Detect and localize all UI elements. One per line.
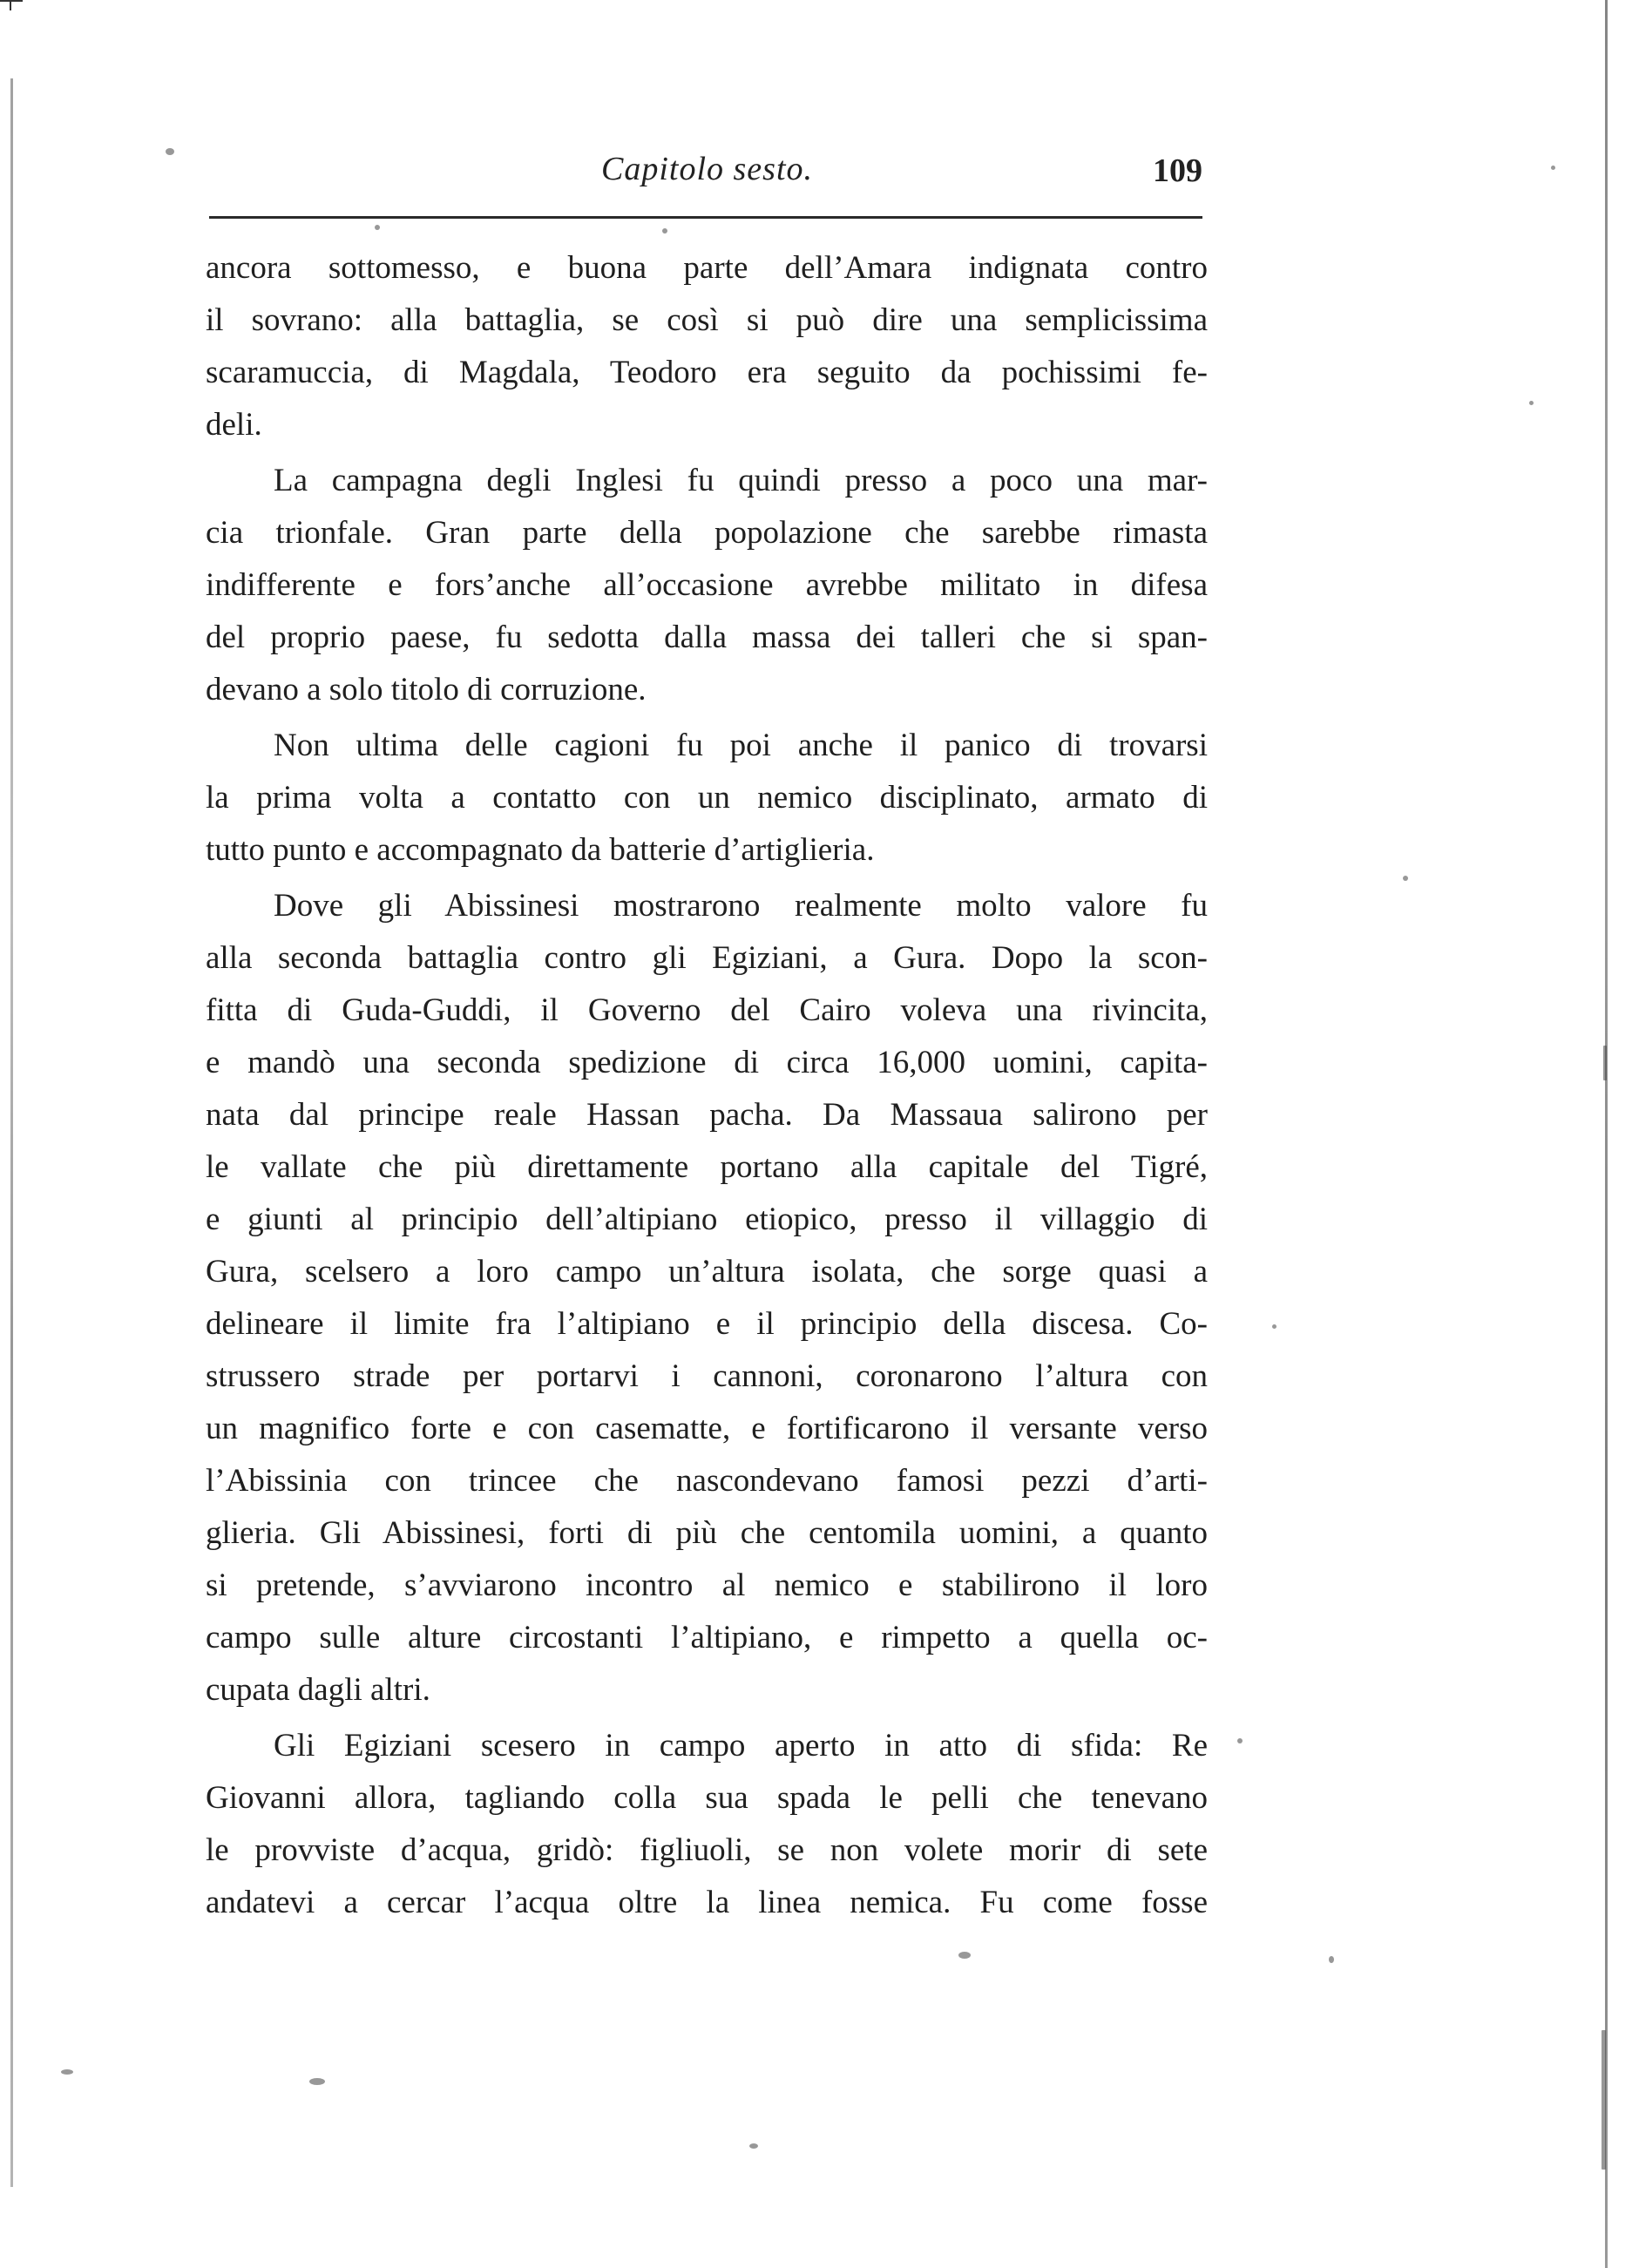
text-line: fitta di Guda-Guddi, il Governo del Cairo voleva una rivincita, bbox=[206, 992, 1208, 1028]
text-line: il sovrano: alla battaglia, se così si può dire una semplicissima bbox=[206, 302, 1208, 338]
chapter-title: Capitolo sesto. bbox=[601, 151, 814, 187]
scan-speck bbox=[1329, 1956, 1334, 1963]
text-line: La campagna degli Inglesi fu quindi presso a poco una mar- bbox=[274, 463, 1208, 498]
header-rule bbox=[209, 216, 1202, 219]
scan-speck bbox=[1603, 1046, 1607, 1080]
text-line: nata dal principe reale Hassan pacha. Da Massaua salirono per bbox=[206, 1097, 1208, 1133]
scan-speck bbox=[1551, 166, 1555, 170]
page-number: 109 bbox=[1153, 152, 1202, 189]
text-line: tutto punto e accompagnato da batterie d’artiglieria. bbox=[206, 832, 875, 868]
paragraph bbox=[206, 880, 1208, 1716]
running-head bbox=[209, 141, 1202, 202]
scan-speck bbox=[1237, 1738, 1243, 1743]
text-line: deli. bbox=[206, 407, 262, 443]
text-line: e mandò una seconda spedizione di circa 16,000 uomini, capita- bbox=[206, 1045, 1208, 1080]
text-line: Gli Egiziani scesero in campo aperto in atto di sfida: Re bbox=[274, 1728, 1208, 1764]
scan-speck bbox=[958, 1952, 971, 1959]
scan-speck bbox=[1272, 1324, 1276, 1329]
paragraph bbox=[206, 720, 1208, 877]
scan-speck bbox=[749, 2143, 758, 2149]
text-line: si pretende, s’avviarono incontro al nemico e stabilirono il loro bbox=[206, 1567, 1208, 1603]
scan-speck bbox=[166, 148, 174, 155]
scan-speck bbox=[662, 228, 667, 234]
body-text bbox=[206, 242, 1208, 1929]
text-line: Non ultima delle cagioni fu poi anche il panico di trovarsi bbox=[274, 728, 1208, 763]
text-line: Giovanni allora, tagliando colla sua spada le pelli che tenevano bbox=[206, 1780, 1208, 1816]
text-line: glieria. Gli Abissinesi, forti di più che centomila uomini, a quanto bbox=[206, 1515, 1208, 1551]
scan-speck bbox=[1602, 2030, 1606, 2170]
text-line: Dove gli Abissinesi mostrarono realmente molto valore fu bbox=[274, 888, 1208, 924]
text-line: ancora sottomesso, e buona parte dell’Amara indignata contro bbox=[206, 250, 1208, 286]
scan-speck bbox=[375, 225, 380, 230]
text-line: delineare il limite fra l’altipiano e il principio della discesa. Co- bbox=[206, 1306, 1208, 1342]
text-line: scaramuccia, di Magdala, Teodoro era seguito da pochissimi fe- bbox=[206, 355, 1208, 390]
text-line: l’Abissinia con trincee che nascondevano famosi pezzi d’arti- bbox=[206, 1463, 1208, 1499]
scan-speck bbox=[61, 2069, 73, 2075]
crop-mark bbox=[0, 0, 23, 10]
scan-speck bbox=[1529, 401, 1534, 405]
text-line: e giunti al principio dell’altipiano etiopico, presso il villaggio di bbox=[206, 1202, 1208, 1237]
paragraph bbox=[206, 242, 1208, 451]
text-line: Gura, scelsero a loro campo un’altura isolata, che sorge quasi a bbox=[206, 1254, 1208, 1290]
text-line: alla seconda battaglia contro gli Egiziani, a Gura. Dopo la scon- bbox=[206, 940, 1208, 976]
text-line: la prima volta a contatto con un nemico disciplinato, armato di bbox=[206, 780, 1208, 816]
text-line: indifferente e fors’anche all’occasione avrebbe militato in difesa bbox=[206, 567, 1208, 603]
text-line: devano a solo titolo di corruzione. bbox=[206, 672, 647, 707]
text-line: del proprio paese, fu sedotta dalla massa dei talleri che si span- bbox=[206, 619, 1208, 655]
text-line: cia trionfale. Gran parte della popolazione che sarebbe rimasta bbox=[206, 515, 1208, 551]
text-line: le provviste d’acqua, gridò: figliuoli, se non volete morir di sete bbox=[206, 1832, 1208, 1868]
scan-edge-left bbox=[10, 78, 13, 2187]
paragraph bbox=[206, 1720, 1208, 1929]
text-line: cupata dagli altri. bbox=[206, 1672, 430, 1708]
text-line: andatevi a cercar l’acqua oltre la linea nemica. Fu come fosse bbox=[206, 1885, 1208, 1920]
text-line: strussero strade per portarvi i cannoni, coronarono l’altura con bbox=[206, 1358, 1208, 1394]
scan-speck bbox=[309, 2078, 325, 2085]
text-line: le vallate che più direttamente portano alla capitale del Tigré, bbox=[206, 1149, 1208, 1185]
paragraph bbox=[206, 455, 1208, 716]
text-line: un magnifico forte e con casematte, e fortificarono il versante verso bbox=[206, 1411, 1208, 1446]
scan-speck bbox=[1403, 876, 1408, 881]
scan-edge-right bbox=[1605, 0, 1608, 2268]
text-line: campo sulle alture circostanti l’altipiano, e rimpetto a quella oc- bbox=[206, 1620, 1208, 1655]
